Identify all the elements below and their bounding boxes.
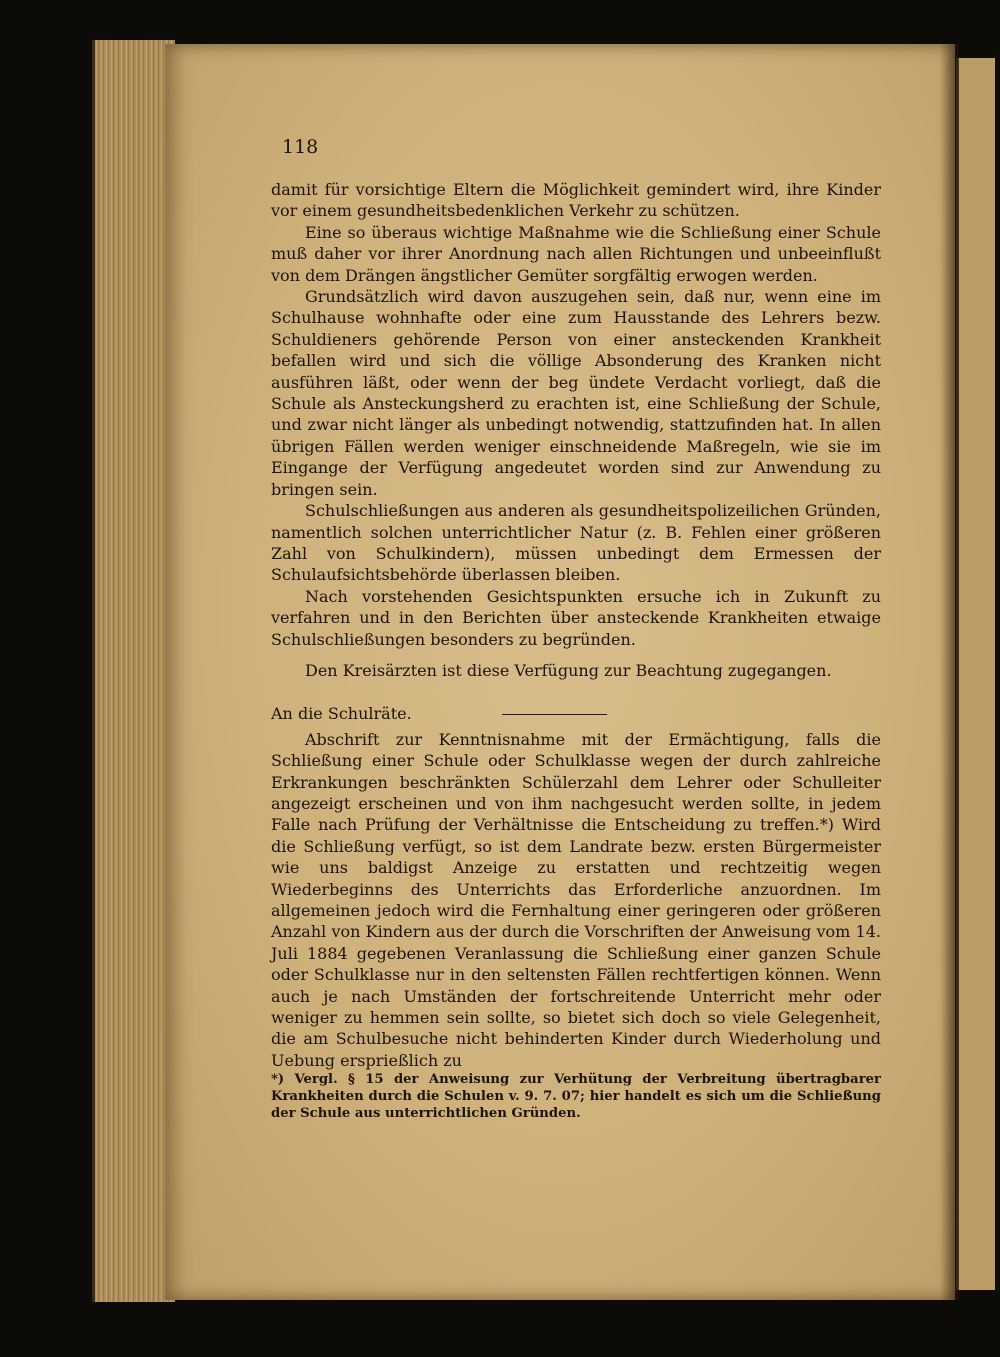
paragraph-3: Grundsätzlich wird davon auszugehen sein, daß nur, wenn eine im Schulhause wohnhafte oder eine zum Hausstande des Lehrers bezw. Schuldieners gehörende Person von einer ansteckenden Krankheit befallen wird und sich die völlige Absonderung des Kranken nicht ausführen läßt, oder wenn der beg ündete Verdacht vorliegt, daß die Schule als Ansteckungsherd zu erachten ist, eine Schließung der Schule, und zwar nicht länger als unbedingt notwendig, stattzufinden hat. In allen übrigen Fällen werden weniger einschneidende Maßregeln, wie sie im Eingange der Verfügung angedeutet worden sind zur Anwendung zu bringen sein. bbox=[271, 287, 881, 499]
page-edges bbox=[92, 40, 175, 1302]
facing-page-edge bbox=[956, 58, 995, 1290]
separator-rule bbox=[502, 714, 607, 715]
paragraph-6: Den Kreisärzten ist diese Verfügung zur Beachtung zugegangen. bbox=[305, 660, 832, 680]
footnote: *) Vergl. § 15 der Anweisung zur Verhütung der Verbreitung übertragbarer Krankheiten durch die Schulen v. 9. 7. 07; hier handelt es sich um die Schließung der Schule aus unterrichtlichen Gründen. bbox=[271, 1072, 881, 1122]
address-line bbox=[271, 703, 881, 724]
book-page bbox=[165, 44, 955, 1300]
body-text bbox=[271, 179, 881, 1122]
paragraph-4: Schulschließungen aus anderen als gesundheitspolizeilichen Gründen, namentlich solchen unterrichtlicher Natur (z. B. Fehlen einer größeren Zahl von Schulkindern), müssen unbedingt dem Ermessen der Schulaufsichtsbehörde überlassen bleiben. bbox=[271, 501, 881, 585]
spine-shadow bbox=[940, 44, 958, 1300]
paragraph-1: damit für vorsichtige Eltern die Möglichkeit gemindert wird, ihre Kinder vor einem gesundheitsbedenklichen Verkehr zu schützen. bbox=[271, 180, 881, 221]
paragraph-5: Nach vorstehenden Gesichtspunkten ersuche ich in Zukunft zu verfahren und in den Berichten über ansteckende Krankheiten etwaige Schulschließungen besonders zu begründen. bbox=[271, 586, 881, 649]
paragraph-2: Eine so überaus wichtige Maßnahme wie die Schließung einer Schule muß daher vor ihrer Anordnung nach allen Richtungen und unbeeinflußt von dem Drängen ängstlicher Gemüter sorgfältig erwogen werden. bbox=[271, 222, 881, 285]
paragraph-7: Abschrift zur Kenntnisnahme mit der Ermächtigung, falls die Schließung einer Schule oder Schulklasse wegen der durch zahlreiche Erkrankungen beschränkten Schülerzahl dem Lehrer oder Schulleiter angezeigt erscheinen und von ihm nachgesucht werden sollte, in jedem Falle nach Prüfung der Verhältnisse die Entscheidung zu treffen.*) Wird die Schließung verfügt, so ist dem Landrate bezw. ersten Bürgermeister wie uns baldigst Anzeige zu erstatten und rechtzeitig wegen Wiederbeginns des Unterrichts das Erforderliche anzuordnen. Im allgemeinen jedoch wird die Fernhaltung einer geringeren oder größeren Anzahl von Kindern aus der durch die Vorschriften der Anweisung vom 14. Juli 1884 gegebenen Veranlassung die Schließung einer ganzen Schule oder Schulklasse nur in den seltensten Fällen rechtfertigen können. Wenn auch je nach Umständen der fortschreitende Unterricht mehr oder weniger zu hemmen sein sollte, so bietet sich doch so viele Gelegenheit, die am Schulbesuche nicht behinderten Kinder durch Wiederholung und Uebung ersprießlich zu bbox=[271, 729, 881, 1070]
page-number: 118 bbox=[282, 136, 319, 158]
address: An die Schulräte. bbox=[271, 704, 412, 724]
